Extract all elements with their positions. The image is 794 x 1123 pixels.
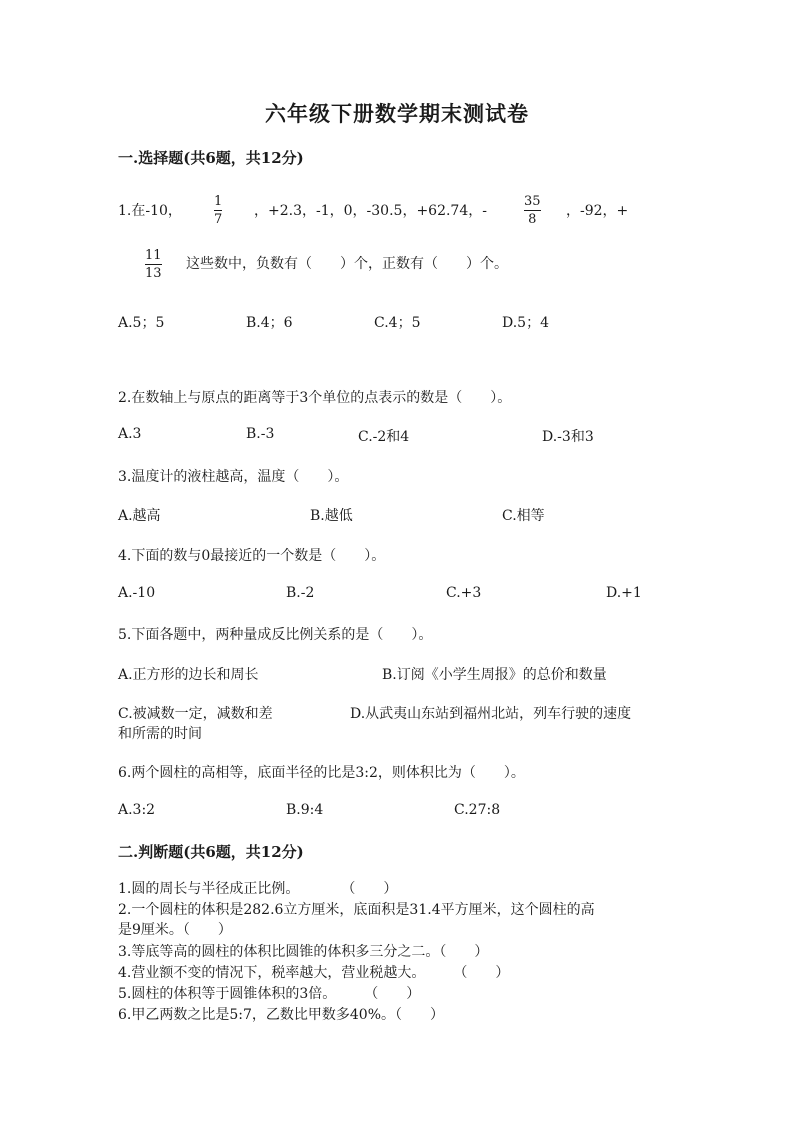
q6-option-a: A.3:2 [118,802,156,818]
fraction-numerator: 1 [214,194,223,209]
q1-number-list-end: ，-92，+ [566,203,629,219]
q3-option-c: C.相等 [502,508,545,524]
section-heading-choice: 一.选择题(共6题，共12分) [118,149,304,167]
q1-fraction-1 [214,194,222,227]
judgment-item-4: 4.营业额不变的情况下，税率越大，营业税越大。 （ ） [118,965,510,981]
q5-option-b: B.订阅《小学生周报》的总价和数量 [382,667,607,683]
q2-option-c: C.-2和4 [358,429,410,445]
q4-text: 4.下面的数与0最接近的一个数是（ ）。 [118,548,386,564]
judgment-item-1: 1.圆的周长与半径成正比例。 （ ） [118,881,398,897]
judgment-item-2-continued: 是9厘米。（ ） [118,922,232,938]
q2-text: 2.在数轴上与原点的距离等于3个单位的点表示的数是（ ）。 [118,390,512,406]
q5-text: 5.下面各题中，两种量成反比例关系的是（ ）。 [118,627,433,643]
fraction-bar [145,264,162,265]
q1-option-c: C.4；5 [374,315,421,331]
fraction-denominator: 8 [528,212,537,227]
fraction-bar [524,210,541,211]
q1-number-list: ，+2.3，-1，0，-30.5，+62.74，- [254,203,487,219]
page-title: 六年级下册数学期末测试卷 [265,101,529,126]
q3-text: 3.温度计的液柱越高，温度（ ）。 [118,469,349,485]
q3-option-a: A.越高 [118,508,161,524]
q1-prefix: 1.在-10， [118,203,182,219]
q5-option-d-continued: 和所需的时间 [118,726,202,742]
fraction-bar [214,210,222,211]
judgment-item-5: 5.圆柱的体积等于圆锥体积的3倍。 （ ） [118,986,421,1002]
q1-fraction-2 [524,194,541,227]
q1-option-d: D.5；4 [502,315,549,331]
q4-option-c: C.+3 [446,585,482,601]
q4-option-d: D.+1 [606,585,642,601]
fraction-denominator: 13 [145,266,162,281]
q6-text: 6.两个圆柱的高相等，底面半径的比是3:2，则体积比为（ ）。 [118,765,525,781]
q1-option-a: A.5；5 [118,315,165,331]
judgment-item-6: 6.甲乙两数之比是5:7，乙数比甲数多40%。（ ） [118,1007,445,1023]
fraction-numerator: 11 [145,248,162,263]
section-heading-judgment: 二.判断题(共6题，共12分) [118,843,304,861]
q1-option-b: B.4；6 [246,315,293,331]
q2-option-d: D.-3和3 [542,429,594,445]
q1-fraction-3 [145,248,162,281]
judgment-item-3: 3.等底等高的圆柱的体积比圆锥的体积多三分之二。（ ） [118,944,489,960]
fraction-numerator: 35 [524,194,541,209]
q4-option-b: B.-2 [286,585,315,601]
q2-option-b: B.-3 [246,426,275,442]
q6-option-c: C.27:8 [454,802,501,818]
q5-option-c: C.被减数一定，减数和差 [118,706,273,722]
judgment-item-2: 2.一个圆柱的体积是282.6立方厘米，底面积是31.4平方厘米，这个圆柱的高 [118,902,595,918]
fraction-denominator: 7 [214,212,223,227]
q1-question-tail: 这些数中，负数有（ ）个，正数有（ ）个。 [186,256,508,272]
q6-option-b: B.9:4 [286,802,324,818]
q3-option-b: B.越低 [310,508,353,524]
q5-option-d: D.从武夷山东站到福州北站，列车行驶的速度 [350,706,632,722]
q5-option-a: A.正方形的边长和周长 [118,667,259,683]
q4-option-a: A.-10 [118,585,156,601]
q2-option-a: A.3 [118,426,142,442]
